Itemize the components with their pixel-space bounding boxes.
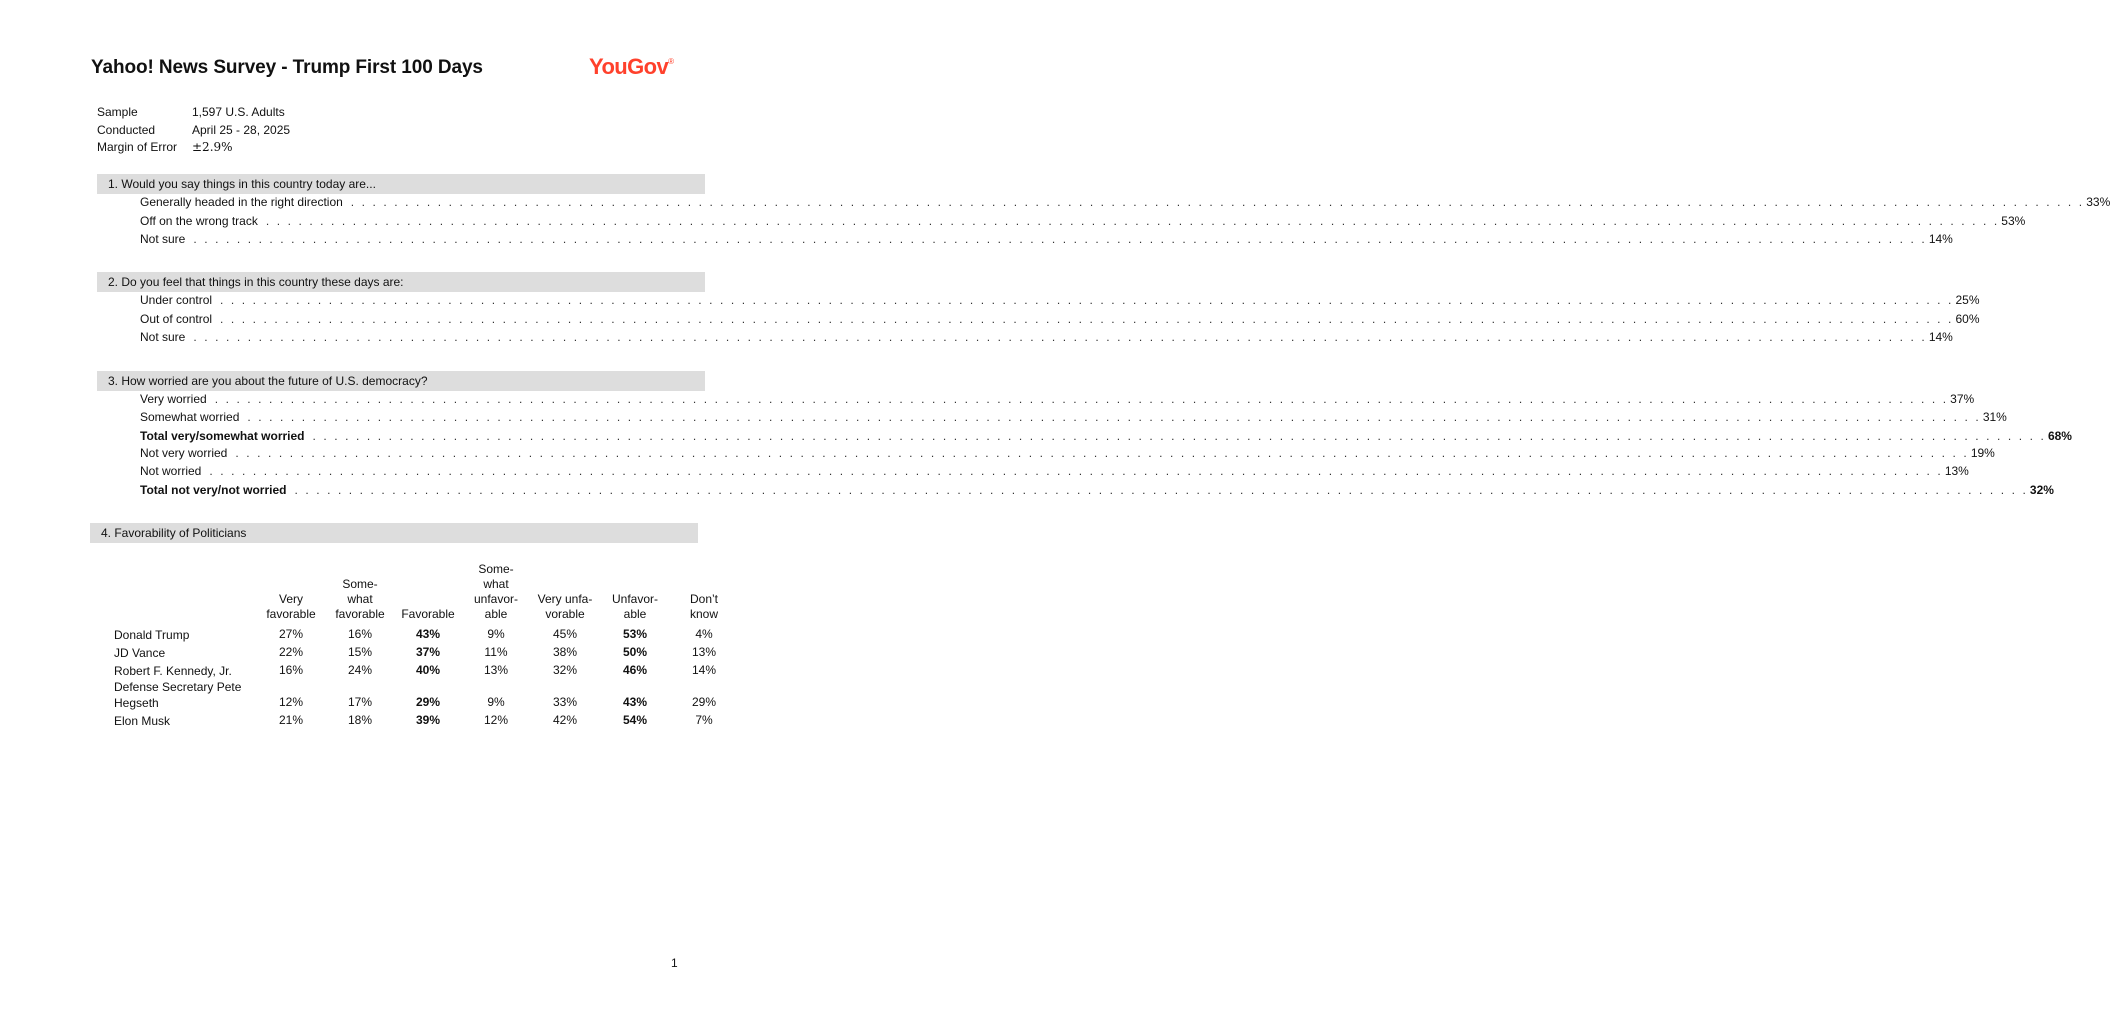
- q3-row-value: 68%: [2047, 429, 2072, 443]
- q3-total-row: [140, 427, 2072, 445]
- meta-sample: [97, 104, 290, 122]
- table-cell: 33%: [552, 695, 578, 709]
- column-header: [600, 562, 670, 625]
- meta-conducted: [97, 122, 290, 140]
- q2-row-value: 60%: [1955, 312, 1980, 326]
- question-1-header: 1. Would you say things in this country today are...: [97, 174, 705, 194]
- column-header: [326, 562, 394, 625]
- table-cell: 29%: [691, 695, 717, 709]
- table-cell: 43%: [622, 695, 648, 709]
- q2-row-label: Under control: [140, 293, 213, 307]
- table-cell: 9%: [487, 695, 505, 709]
- table-cell: 29%: [415, 695, 441, 709]
- politician-name: JD Vance: [114, 646, 166, 660]
- meta-value: 1,597 U.S. Adults: [192, 105, 285, 119]
- dot-leader: . . . . . . . . . . . . . . . . . . . . . . . . . . . . . . . . . . . . . . . . . . . . . . . . . . . . . . . . . . . . . . . . . . . . . . . . . . . . . . . . . . . . . . . . . . . . . . . . . . . . . . . . . . . . . . . . . . . . . . . . . . . . . . . . . . . . . . . . . . . . . . . . . . . . . . . . . . . . . . . .: [209, 464, 1943, 478]
- politician-name: Robert F. Kennedy, Jr.: [114, 664, 232, 678]
- politician-name: Elon Musk: [114, 714, 171, 728]
- q3-row-value: 13%: [1944, 464, 1969, 478]
- q1-row-label: Off on the wrong track: [140, 214, 258, 228]
- table-cell: 4%: [695, 627, 713, 641]
- table-cell: 18%: [347, 713, 373, 727]
- table-cell: 38%: [552, 645, 578, 659]
- table-row: [108, 661, 738, 679]
- question-4-header: 4. Favorability of Politicians: [90, 523, 698, 543]
- column-header-text: Very favorable: [266, 592, 316, 621]
- dot-leader: . . . . . . . . . . . . . . . . . . . . . . . . . . . . . . . . . . . . . . . . . . . . . . . . . . . . . . . . . . . . . . . . . . . . . . . . . . . . . . . . . . . . . . . . . . . . . . . . . . . . . . . . . . . . . . . . . . . . . . . . . . . . . . . . . . . . . . . . . . . . . . . . . . . . . . . . . . . . . . . .: [220, 293, 1954, 307]
- page-title: Yahoo! News Survey - Trump First 100 Days: [91, 57, 483, 78]
- q3-row-label: Not very worried: [140, 446, 228, 460]
- table-cell: 27%: [278, 627, 304, 641]
- q3-row: [140, 390, 1975, 408]
- table-cell: 53%: [622, 627, 648, 641]
- column-header-text: Some- what unfavor- able: [473, 562, 519, 621]
- q2-row: [140, 291, 1980, 309]
- column-header-text: Unfavor- able: [611, 592, 658, 621]
- question-3-header: 3. How worried are you about the future of U.S. democracy?: [97, 371, 705, 391]
- column-header: [394, 562, 462, 625]
- table-cell: 54%: [622, 713, 648, 727]
- q1-row: [140, 193, 2110, 211]
- q3-row-label: Somewhat worried: [140, 410, 240, 424]
- table-cell: 12%: [483, 713, 509, 727]
- politician-name-text: Defense Secretary Pete Hegseth: [114, 680, 242, 710]
- dot-leader: . . . . . . . . . . . . . . . . . . . . . . . . . . . . . . . . . . . . . . . . . . . . . . . . . . . . . . . . . . . . . . . . . . . . . . . . . . . . . . . . . . . . . . . . . . . . . . . . . . . . . . . . . . . . . . . . . . . . . . . . . . . . . . . . . . . . . . . . . . . . . . . . . . . . . . . . . . . . . . . .: [214, 392, 1949, 406]
- table-cell: 45%: [552, 627, 578, 641]
- table-row: [108, 711, 738, 729]
- table-cell: 40%: [415, 663, 441, 677]
- yougov-logo: [589, 54, 673, 80]
- q1-row-label: Not sure: [140, 232, 186, 246]
- table-row: [108, 679, 738, 711]
- table-cell: 13%: [691, 645, 717, 659]
- dot-leader: . . . . . . . . . . . . . . . . . . . . . . . . . . . . . . . . . . . . . . . . . . . . . . . . . . . . . . . . . . . . . . . . . . . . . . . . . . . . . . . . . . . . . . . . . . . . . . . . . . . . . . . . . . . . . . . . . . . . . . . . . . . . . . . . . . . . . . . . . . . . . . . . . . . . . . . . . . . . . . . .: [220, 312, 1954, 326]
- column-header: [670, 562, 738, 625]
- table-cell: 42%: [552, 713, 578, 727]
- table-row: [108, 625, 738, 643]
- table-cell: 11%: [484, 645, 508, 659]
- table-cell: 21%: [278, 713, 304, 727]
- dot-leader: . . . . . . . . . . . . . . . . . . . . . . . . . . . . . . . . . . . . . . . . . . . . . . . . . . . . . . . . . . . . . . . . . . . . . . . . . . . . . . . . . . . . . . . . . . . . . . . . . . . . . . . . . . . . . . . . . . . . . . . . . . . . . . . . . . . . . . . . . . . . . . . . . . . . . . . . . . . . . . . .: [247, 410, 1981, 424]
- table-cell: 43%: [415, 627, 441, 641]
- page-number: 1: [671, 956, 678, 970]
- table-cell: 50%: [622, 645, 648, 659]
- q3-row: [140, 408, 2007, 426]
- q3-row-label: Very worried: [140, 392, 207, 406]
- table-cell: 15%: [347, 645, 373, 659]
- q3-row-value: 19%: [1970, 446, 1995, 460]
- dot-leader: . . . . . . . . . . . . . . . . . . . . . . . . . . . . . . . . . . . . . . . . . . . . . . . . . . . . . . . . . . . . . . . . . . . . . . . . . . . . . . . . . . . . . . . . . . . . . . . . . . . . . . . . . . . . . . . . . . . . . . . . . . . . . . . . . . . . . . . . . . . . . . . . . . . . . . . . . . . . . . . .: [193, 232, 1927, 246]
- table-cell: 9%: [487, 627, 505, 641]
- table-header-row: [108, 562, 738, 625]
- q3-row: [140, 444, 1995, 462]
- logo-text: YouGov: [589, 54, 669, 79]
- column-header-text: Some- what favorable: [335, 577, 385, 621]
- table-cell: 12%: [278, 695, 304, 709]
- header-blank: [108, 562, 256, 625]
- q1-row-value: 33%: [2086, 195, 2110, 209]
- q1-row: [140, 230, 1953, 248]
- table-cell: 24%: [347, 663, 373, 677]
- table-cell: 7%: [695, 713, 713, 727]
- q2-row-value: 25%: [1955, 293, 1980, 307]
- table-row: [108, 643, 738, 661]
- dot-leader: . . . . . . . . . . . . . . . . . . . . . . . . . . . . . . . . . . . . . . . . . . . . . . . . . . . . . . . . . . . . . . . . . . . . . . . . . . . . . . . . . . . . . . . . . . . . . . . . . . . . . . . . . . . . . . . . . . . . . . . . . . . . . . . . . . . . . . . . . . . . . . . . . . . . . . . . . . . . . . . .: [350, 195, 2085, 209]
- meta-margin-of-error: [97, 139, 290, 157]
- table-cell: 46%: [622, 663, 648, 677]
- q3-row-value: 31%: [1982, 410, 2007, 424]
- survey-meta: [97, 104, 290, 157]
- table-cell: 39%: [415, 713, 441, 727]
- meta-label: Margin of Error: [97, 140, 178, 154]
- column-header-text: Very unfa- vorable: [537, 592, 593, 621]
- q3-row-label: Total very/somewhat worried: [140, 429, 305, 443]
- q2-row: [140, 328, 1953, 346]
- q1-row: [140, 212, 2026, 230]
- meta-value: April 25 - 28, 2025: [192, 122, 291, 137]
- q3-row-value: 37%: [1950, 392, 1975, 406]
- dot-leader: . . . . . . . . . . . . . . . . . . . . . . . . . . . . . . . . . . . . . . . . . . . . . . . . . . . . . . . . . . . . . . . . . . . . . . . . . . . . . . . . . . . . . . . . . . . . . . . . . . . . . . . . . . . . . . . . . . . . . . . . . . . . . . . . . . . . . . . . . . . . . . . . . . . . . . . . . . . . . . . .: [265, 214, 2000, 228]
- column-header: [530, 562, 600, 625]
- column-header-text: Favorable: [401, 607, 455, 621]
- q1-row-value: 53%: [2001, 214, 2026, 228]
- q3-row-value: 32%: [2029, 483, 2054, 497]
- meta-label: Sample: [97, 105, 138, 119]
- dot-leader: . . . . . . . . . . . . . . . . . . . . . . . . . . . . . . . . . . . . . . . . . . . . . . . . . . . . . . . . . . . . . . . . . . . . . . . . . . . . . . . . . . . . . . . . . . . . . . . . . . . . . . . . . . . . . . . . . . . . . . . . . . . . . . . . . . . . . . . . . . . . . . . . . . . . . . . . . . . . . . . .: [235, 446, 1969, 460]
- table-cell: 14%: [691, 663, 717, 677]
- column-header: [462, 562, 530, 625]
- dot-leader: . . . . . . . . . . . . . . . . . . . . . . . . . . . . . . . . . . . . . . . . . . . . . . . . . . . . . . . . . . . . . . . . . . . . . . . . . . . . . . . . . . . . . . . . . . . . . . . . . . . . . . . . . . . . . . . . . . . . . . . . . . . . . . . . . . . . . . . . . . . . . . . . . . . . . . . . . . . . . . . .: [193, 330, 1927, 344]
- meta-label: Conducted: [97, 122, 156, 137]
- q3-row-label: Not worried: [140, 464, 202, 478]
- q2-row-label: Out of control: [140, 312, 213, 326]
- dot-leader: . . . . . . . . . . . . . . . . . . . . . . . . . . . . . . . . . . . . . . . . . . . . . . . . . . . . . . . . . . . . . . . . . . . . . . . . . . . . . . . . . . . . . . . . . . . . . . . . . . . . . . . . . . . . . . . . . . . . . . . . . . . . . . . . . . . . . . . . . . . . . . . . . . . . . . . . . . . . . . . .: [312, 429, 2046, 443]
- question-2-header: 2. Do you feel that things in this country these days are:: [97, 272, 705, 292]
- meta-value: ±2.9%: [192, 140, 233, 154]
- column-header-text: Don’t know: [689, 592, 718, 621]
- q1-row-value: 14%: [1928, 232, 1953, 246]
- table-cell: 37%: [415, 645, 441, 659]
- table-cell: 13%: [483, 663, 509, 677]
- registered-mark: ®: [668, 57, 674, 66]
- column-header: [256, 562, 326, 625]
- q3-row-label: Total not very/not worried: [140, 483, 287, 497]
- q2-row-label: Not sure: [140, 330, 186, 344]
- politician-name: [108, 679, 256, 711]
- favorability-table: [108, 562, 738, 729]
- table-cell: 16%: [347, 627, 373, 641]
- table-cell: 17%: [347, 695, 373, 709]
- table-cell: 32%: [552, 663, 578, 677]
- q2-row-value: 14%: [1928, 330, 1953, 344]
- q3-total-row: [140, 481, 2054, 499]
- q2-row: [140, 310, 1980, 328]
- q3-row: [140, 462, 1969, 480]
- table-cell: 16%: [278, 663, 304, 677]
- q1-row-label: Generally headed in the right direction: [140, 195, 343, 209]
- table-cell: 22%: [278, 645, 304, 659]
- dot-leader: . . . . . . . . . . . . . . . . . . . . . . . . . . . . . . . . . . . . . . . . . . . . . . . . . . . . . . . . . . . . . . . . . . . . . . . . . . . . . . . . . . . . . . . . . . . . . . . . . . . . . . . . . . . . . . . . . . . . . . . . . . . . . . . . . . . . . . . . . . . . . . . . . . . . . . . . . . . . . . . .: [294, 483, 2028, 497]
- politician-name: Donald Trump: [114, 628, 190, 642]
